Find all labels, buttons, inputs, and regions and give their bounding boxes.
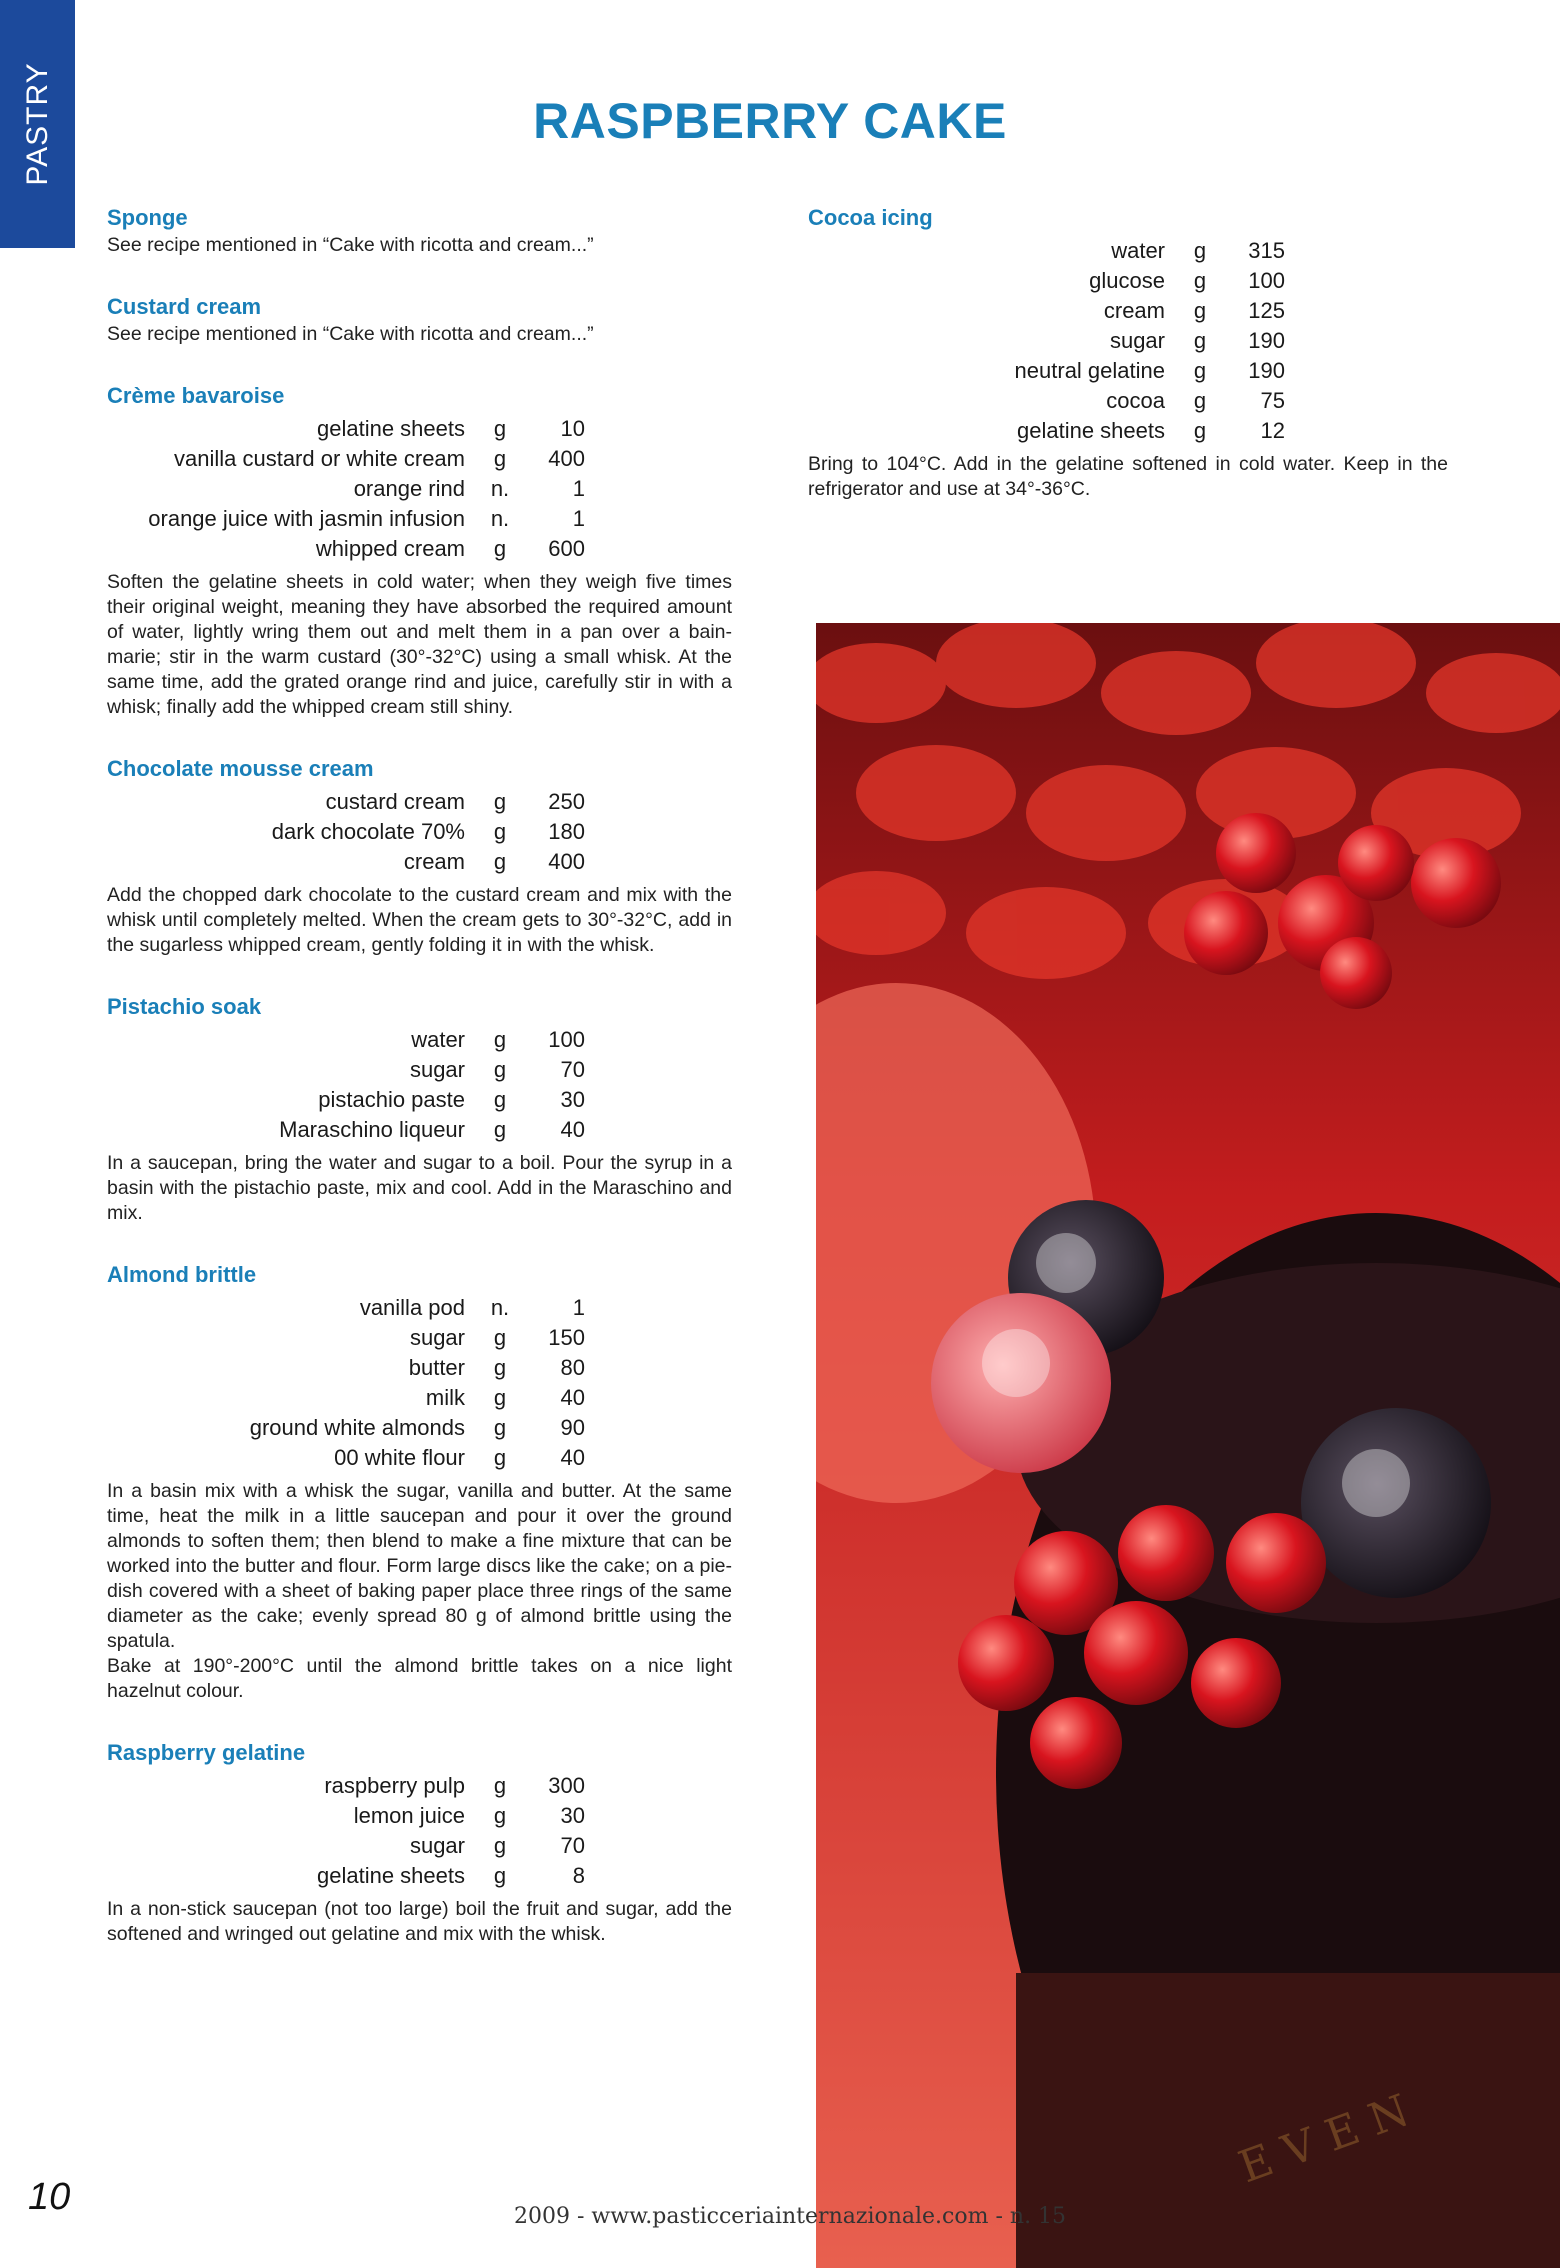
ingredient-unit: g: [493, 1117, 507, 1142]
ingredient-qty: 315: [1248, 238, 1285, 263]
ingredient-qty: 40: [560, 1117, 585, 1142]
ingredient-unit: g: [493, 789, 507, 814]
ingredient-unit: g: [493, 1863, 507, 1888]
ingredient-qty: 100: [548, 1027, 585, 1052]
ingredient-row: [107, 1831, 732, 1861]
ingredient-row: [107, 1383, 732, 1413]
ingredient-unit: g: [493, 1833, 507, 1858]
ingredient-list: [107, 414, 732, 564]
recipe-section-brittle: [107, 1260, 732, 1704]
ingredient-list: [107, 1025, 732, 1145]
ingredient-row: [808, 266, 1448, 296]
ingredient-row: [107, 1085, 732, 1115]
ingredient-qty: 80: [560, 1355, 585, 1380]
ingredient-qty: 10: [560, 416, 585, 441]
ingredient-row: [107, 444, 732, 474]
ingredient-name: pistachio paste: [318, 1087, 465, 1112]
ingredient-unit: g: [1193, 418, 1207, 443]
recipe-section-mousse: [107, 754, 732, 958]
ingredient-name: water: [411, 1027, 465, 1052]
ingredient-row: [808, 356, 1448, 386]
ingredient-qty: 70: [560, 1833, 585, 1858]
ingredient-row: [107, 1353, 732, 1383]
ingredient-qty: 190: [1248, 358, 1285, 383]
ingredient-name: dark chocolate 70%: [271, 819, 465, 844]
ingredient-name: gelatine sheets: [1017, 418, 1165, 443]
ingredient-name: milk: [425, 1385, 465, 1410]
ingredient-qty: 70: [560, 1057, 585, 1082]
section-title: Pistachio soak: [107, 994, 262, 1019]
ingredient-qty: 30: [560, 1087, 585, 1112]
ingredient-list: [107, 787, 732, 877]
ingredient-name: glucose: [1089, 268, 1165, 293]
ingredient-name: sugar: [1109, 328, 1165, 353]
section-title: Custard cream: [107, 294, 262, 319]
section-title: Chocolate mousse cream: [107, 756, 374, 781]
ingredient-unit: g: [493, 1803, 507, 1828]
ingredient-unit: g: [493, 446, 507, 471]
ingredient-row: [808, 236, 1448, 266]
ingredient-unit: g: [493, 416, 507, 441]
ingredient-unit: g: [1193, 238, 1207, 263]
ingredient-name: ground white almonds: [249, 1415, 465, 1440]
section-title: Raspberry gelatine: [107, 1740, 306, 1765]
svg-text:E V E N: E V E N: [1232, 2085, 1416, 2194]
ingredient-row: [107, 787, 732, 817]
ingredient-qty: 150: [548, 1325, 585, 1350]
ingredient-qty: 400: [548, 849, 585, 874]
method-text: In a saucepan, bring the water and sugar to a boil. Pour the syrup in a basin with the pistachio paste, mix and cool. Add in the Maraschino and mix.: [107, 1152, 732, 1224]
ingredient-qty: 90: [560, 1415, 585, 1440]
ingredient-name: 00 white flour: [334, 1445, 465, 1470]
section-title: Cocoa icing: [808, 205, 933, 230]
ingredient-qty: 30: [560, 1803, 585, 1828]
ingredient-name: orange rind: [353, 476, 465, 501]
ingredient-unit: g: [493, 1445, 507, 1470]
ingredient-row: [107, 1801, 732, 1831]
ingredient-unit: g: [1193, 388, 1207, 413]
ingredient-name: sugar: [409, 1833, 465, 1858]
method-text: In a non-stick saucepan (not too large) boil the fruit and sugar, add the softened and wringed out gelatine and mix with the whisk.: [107, 1898, 732, 1945]
left-column: [107, 203, 732, 1981]
ingredient-unit: g: [493, 1773, 507, 1798]
ingredient-row: [107, 847, 732, 877]
recipe-section-sponge: [107, 203, 732, 258]
page-number: 10: [28, 2176, 71, 2218]
ingredient-name: sugar: [409, 1057, 465, 1082]
ingredient-unit: g: [1193, 298, 1207, 323]
ingredient-name: raspberry pulp: [324, 1773, 465, 1798]
ingredient-qty: 12: [1260, 418, 1285, 443]
recipe-section-icing: [808, 203, 1448, 502]
recipe-section-custard: [107, 292, 732, 347]
ingredient-unit: g: [1193, 328, 1207, 353]
ingredient-row: [107, 1055, 732, 1085]
recipe-section-bavaroise: [107, 381, 732, 720]
section-title: Crème bavaroise: [107, 383, 285, 408]
ingredient-qty: 40: [560, 1385, 585, 1410]
ingredient-row: [107, 817, 732, 847]
ingredient-qty: 300: [548, 1773, 585, 1798]
ingredient-unit: g: [1193, 358, 1207, 383]
ingredient-qty: 250: [548, 789, 585, 814]
ingredient-unit: g: [1193, 268, 1207, 293]
ingredient-row: [808, 326, 1448, 356]
ingredient-name: butter: [408, 1355, 465, 1380]
section-tab-label: PASTRY: [20, 62, 54, 186]
ingredient-name: gelatine sheets: [317, 1863, 465, 1888]
ingredient-row: [808, 416, 1448, 446]
ingredient-unit: g: [493, 1325, 507, 1350]
ingredient-row: [107, 1293, 732, 1323]
ingredient-row: [107, 1443, 732, 1473]
ingredient-name: vanilla custard or white cream: [173, 446, 465, 471]
ingredient-name: vanilla pod: [359, 1295, 465, 1320]
method-text: Bring to 104°C. Add in the gelatine softened in cold water. Keep in the refrigerator and use at 34°-36°C.: [808, 453, 1448, 500]
ingredient-name: water: [1111, 238, 1165, 263]
ingredient-row: [107, 534, 732, 564]
section-title: Sponge: [107, 205, 188, 230]
recipe-section-raspberry: [107, 1738, 732, 1947]
ingredient-name: sugar: [409, 1325, 465, 1350]
ingredient-name: Maraschino liqueur: [279, 1117, 465, 1142]
ingredient-qty: 8: [572, 1863, 585, 1888]
ingredient-qty: 1: [572, 1295, 585, 1320]
ingredient-qty: 1: [572, 506, 585, 531]
ingredient-unit: g: [493, 1057, 507, 1082]
method-text: In a basin mix with a whisk the sugar, vanilla and butter. At the same time, heat the milk in a little saucepan and pour it over the ground almonds to soften them; then blend to make a fine mixture that can be worked into the butter and flour. Form large discs like the cake; on a pie-dish covered with a sheet of baking paper place three rings of the same diameter as the cake; evenly spread 80 g of almond brittle using the spatula.: [107, 1480, 732, 1652]
ingredient-unit: g: [493, 1385, 507, 1410]
ingredient-row: [107, 1025, 732, 1055]
ingredient-name: custard cream: [325, 789, 465, 814]
ingredient-unit: n.: [490, 506, 510, 531]
ingredient-name: cocoa: [1106, 388, 1165, 413]
section-note: See recipe mentioned in “Cake with ricotta and cream...”: [107, 234, 594, 256]
ingredient-unit: g: [493, 536, 507, 561]
right-column: [808, 203, 1448, 536]
section-title: Almond brittle: [107, 1262, 257, 1287]
ingredient-row: [107, 1771, 732, 1801]
ingredient-qty: 600: [548, 536, 585, 561]
method-text: Soften the gelatine sheets in cold water; when they weigh five times their original weight, meaning they have absorbed the required amount of water, lightly wring them out and melt them in a pan over a bain-marie; stir in the warm custard (30°-32°C) using a small whisk. At the same time, add the grated orange rind and juice, carefully stir in with a whisk; finally add the whipped cream still shiny.: [107, 571, 732, 718]
ingredient-qty: 180: [548, 819, 585, 844]
ingredient-name: orange juice with jasmin infusion: [148, 506, 465, 531]
ingredient-row: [107, 414, 732, 444]
ingredient-row: [808, 296, 1448, 326]
recipe-section-pistachio: [107, 992, 732, 1226]
ingredient-name: whipped cream: [315, 536, 465, 561]
ingredient-qty: 1: [572, 476, 585, 501]
ingredient-list: [107, 1293, 732, 1473]
ingredient-name: cream: [1103, 298, 1165, 323]
ingredient-row: [107, 1861, 732, 1891]
ingredient-row: [808, 386, 1448, 416]
ingredient-name: neutral gelatine: [1014, 358, 1165, 383]
ingredient-qty: 190: [1248, 328, 1285, 353]
ingredient-row: [107, 1323, 732, 1353]
method-text: Add the chopped dark chocolate to the custard cream and mix with the whisk until completely melted. When the cream gets to 30°-32°C, add in the sugarless whipped cream, gently folding it in with the whisk.: [107, 884, 732, 956]
ingredient-unit: n.: [490, 476, 510, 501]
ingredient-unit: g: [493, 849, 507, 874]
ingredient-row: [107, 1115, 732, 1145]
method-text-2: Bake at 190°-200°C until the almond brittle takes on a nice light hazelnut colour.: [107, 1655, 732, 1702]
ingredient-qty: 125: [1248, 298, 1285, 323]
ingredient-qty: 400: [548, 446, 585, 471]
ingredient-unit: n.: [490, 1295, 510, 1320]
ingredient-unit: g: [493, 819, 507, 844]
ingredient-unit: g: [493, 1355, 507, 1380]
ingredient-row: [107, 474, 732, 504]
ingredient-list: [808, 236, 1448, 446]
ingredient-name: cream: [403, 849, 465, 874]
ingredient-row: [107, 1413, 732, 1443]
ingredient-qty: 100: [1248, 268, 1285, 293]
ingredient-row: [107, 504, 732, 534]
ingredient-name: lemon juice: [353, 1803, 465, 1828]
ingredient-unit: g: [493, 1087, 507, 1112]
section-note: See recipe mentioned in “Cake with ricotta and cream...”: [107, 323, 594, 345]
cake-photo: [816, 623, 1560, 2268]
page-title: RASPBERRY CAKE: [533, 93, 1007, 149]
ingredient-qty: 75: [1260, 388, 1285, 413]
ingredient-unit: g: [493, 1027, 507, 1052]
ingredient-list: [107, 1771, 732, 1891]
footer-text: 2009 - www.pasticceriainternazionale.com - n. 15: [514, 2204, 1067, 2229]
ingredient-name: gelatine sheets: [317, 416, 465, 441]
ingredient-unit: g: [493, 1415, 507, 1440]
ingredient-qty: 40: [560, 1445, 585, 1470]
